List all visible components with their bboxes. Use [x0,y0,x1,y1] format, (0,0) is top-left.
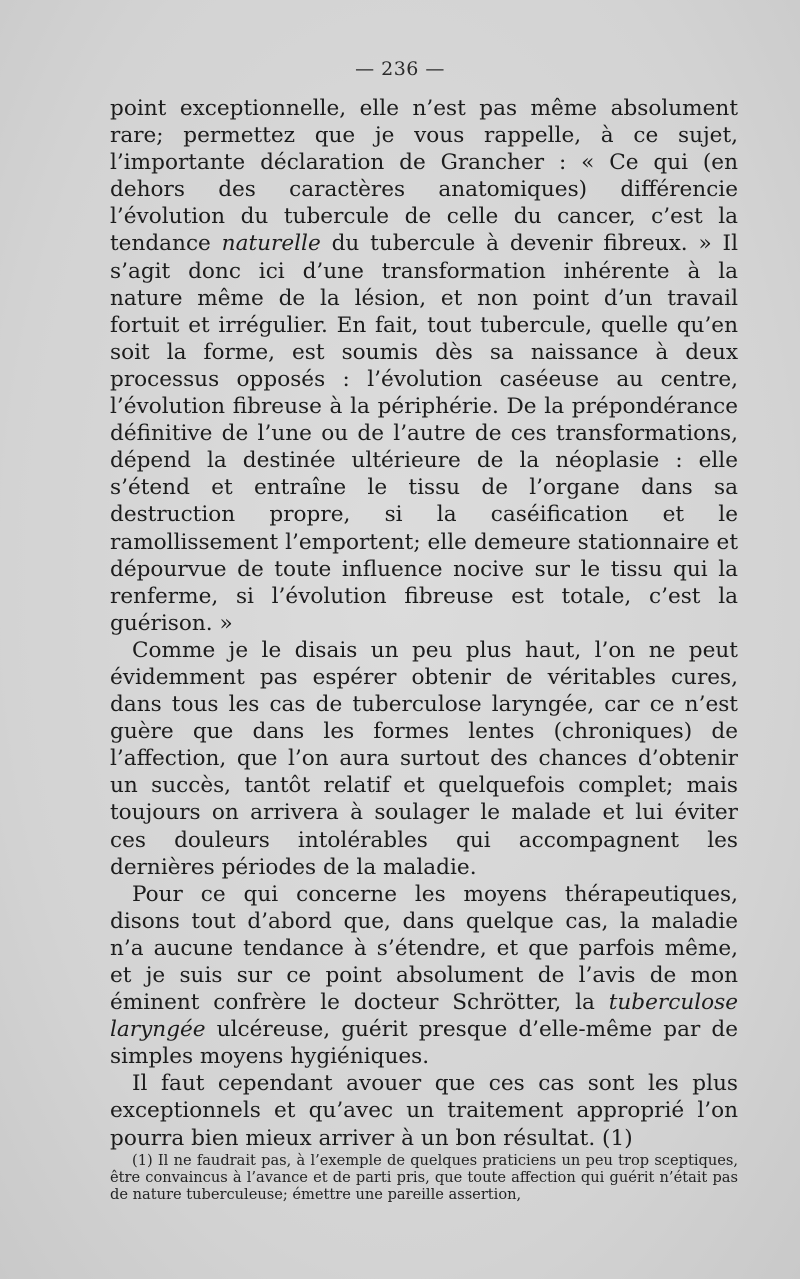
paragraph-3-text-b: ulcéreuse, guérit presque d’elle-même par de simples moyens hygiéniques. [110,1017,738,1070]
footnote-1: (1) Il ne faudrait pas, à l’exemple de quelques praticiens un peu trop sceptiques, être convaincus à l’avance et de parti pris, que toute affection qui guérit n’était pas de nature tuberculeuse; émettre une pareille assertion, [110,1152,738,1203]
footnotes [110,1152,738,1203]
paragraph-4: Il faut cependant avouer que ces cas sont les plus exceptionnels et qu’avec un traitement approprié l’on pourra bien mieux arriver à un bon résultat. (1) [110,1071,738,1151]
paragraph-1-text-b: du tubercule à devenir fibreux. » Il s’agit donc ici d’une transformation inhérente à la nature même de la lésion, et non point d’un travail fortuit et irrégulier. En fait, tout tubercule, quelle qu’en soit la forme, est soumis dès sa naissance à deux processus opposés : l’évolution caséeuse au centre, l’évolution fibreuse à la périphérie. De la prépondérance définitive de l’une ou de l’autre de ces transformations, dépend la destinée ultérieure de la néoplasie : elle s’étend et entraîne le tissu de l’organe dans sa destruction propre, si la caséification et le ramollissement l’emportent; elle demeure stationnaire et dépourvue de toute influence nocive sur le tissu qui la renferme, si l’évolution fibreuse est totale, c’est la guérison. » [110,231,738,636]
paragraph-3 [110,881,738,1071]
paragraph-1-text-a: point exceptionnelle, elle n’est pas même absolument rare; permettez que je vous rappelle, à ce sujet, l’importante déclaration de Grancher : « Ce qui (en dehors des caractères anatomiques) différencie l’évolution du tubercule de celle du cancer, c’est la tendance [110,96,738,257]
page-number: — 236 — [355,58,445,80]
emphasis-naturelle: naturelle [221,231,321,257]
body-text [110,95,738,1152]
paragraph-2: Comme je le disais un peu plus haut, l’on ne peut évidemment pas espérer obtenir de véritables cures, dans tous les cas de tuberculose laryngée, car ce n’est guère que dans les formes lentes (chroniques) de l’affection, que l’on aura surtout des chances d’obtenir un succès, tantôt relatif et quelquefois complet; mais toujours on arrivera à soulager le malade et lui éviter ces douleurs intolérables qui accompagnent les dernières périodes de la maladie. [110,637,738,880]
paragraph-3-text-a: Pour ce qui concerne les moyens thérapeutiques, disons tout d’abord que, dans quelque cas, la maladie n’a aucune tendance à s’étendre, et que parfois même, et je suis sur ce point absolument de l’avis de mon éminent confrère le docteur Schrötter, la [110,881,738,1016]
emphasis-tuberculose-laryngee: tuberculose laryngée [110,990,738,1043]
paragraph-1 [110,95,738,637]
